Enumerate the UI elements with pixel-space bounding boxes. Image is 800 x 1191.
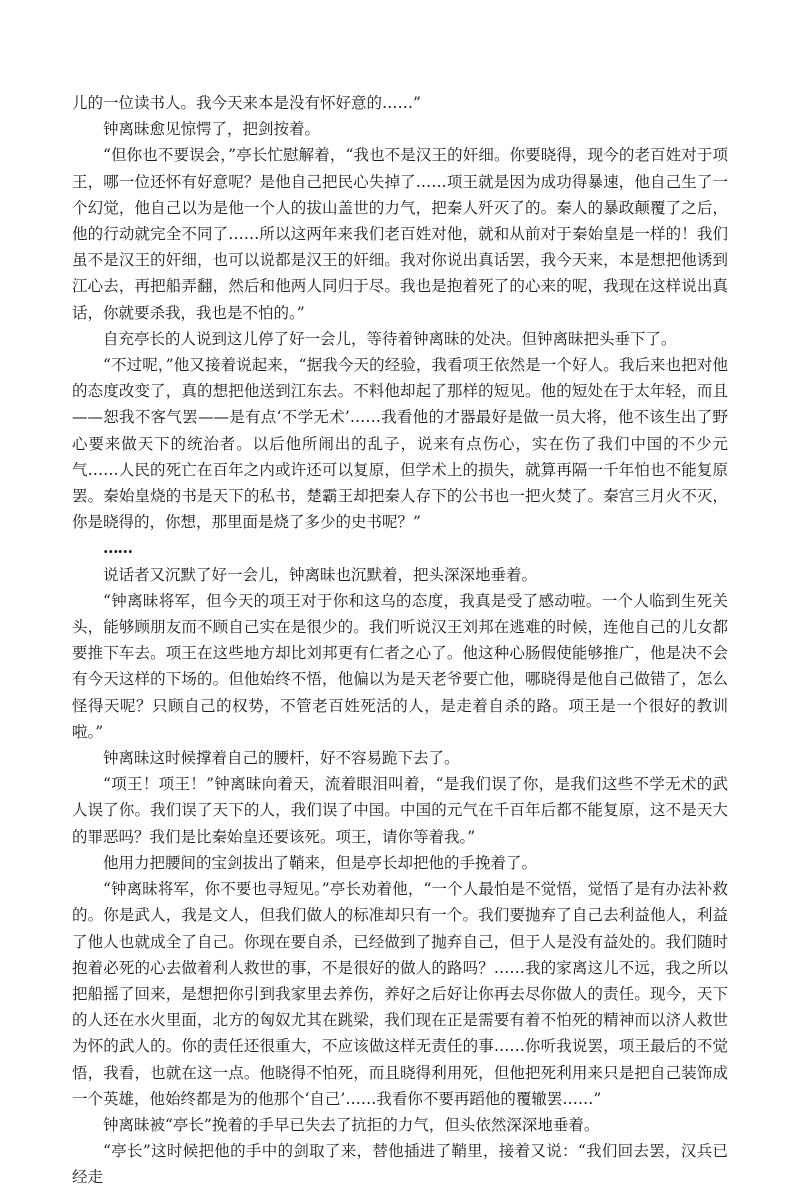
paragraph: 儿的一位读书人。我今天来本是没有怀好意的……” xyxy=(72,94,421,112)
section-break-ellipsis: …… xyxy=(103,538,132,558)
paragraph: 说话者又沉默了好一会儿，钟离昧也沉默着，把头深深地垂着。 xyxy=(103,565,538,584)
paragraph: “钟离昧将军，你不要也寻短见。”亭长劝着他，“一个人最怕是不觉悟，觉悟了是有办法补救的。你是武人，我是文人，但我们做人的标准却只有一个。我们要抛弃了自己去利益他人，利益了他人也就成全了自己。你现在要自杀，已经做到了抛弃自己，但于人是没有益处的。我们随时抱着必死的心去做着利人救世的事，不是很好的做人的路吗？……我的家离这儿不远，我之所以把船摇了回来，是想把你引到我家里去养伤，养好之后好让你再去尽你做人的责任。现今，天下的人还在水火里面，北方的匈奴尤其在跳梁，我们现在正是需要有着不怕死的精神而以济人救世为怀的武人的。你的责任还很重大，不应该做这样无责任的事……你听我说罢，项王最后的不觉悟，我看，也就在这一点。他晓得不怕死，而且晓得利用死，但他把死利用来只是把自己装饰成一个英雄，他始终都是为的他那个‘自己’……我看你不要再蹈他的覆辙罢……” xyxy=(72,880,728,1108)
paragraph: 钟离昧这时候撑着自己的腰杆，好不容易跪下去了。 xyxy=(103,749,460,768)
paragraph: 自充亭长的人说到这儿停了好一会儿，等待着钟离昧的处决。但钟离昧把头垂下了。 xyxy=(103,329,677,348)
paragraph: “钟离昧将军，但今天的项王对于你和这乌的态度，我真是受了感动啦。一个人临到生死关头，能够顾朋友而不顾自己实在是很少的。我们听说汉王刘邦在逃难的时候，连他自己的儿女都要推下车去。项王在这些地方却比刘邦更有仁者之心了。他这种心肠假使能够推广，他是决不会有今天这样的下场的。但他始终不悟，他偏以为是天老爷要亡他，哪晓得是他自己做错了，怎么怪得天呢？只顾自己的权势，不管老百姓死活的人，是走着自杀的路。项王是一个很好的教训啦。” xyxy=(72,591,728,741)
paragraph: “但你也不要误会，”亭长忙慰解着，“我也不是汉王的奸细。你要晓得，现今的老百姓对于项王，哪一位还怀有好意呢？是他自己把民心失掉了……项王就是因为成功得暴速，他自己生了一个幻觉，他自己以为是他一个人的拔山盖世的力气，把秦人歼灭了的。秦人的暴政颠覆了之后，他的行动就完全不同了……所以这两年来我们老百姓对他，就和从前对于秦始皇是一样的！我们虽不是汉王的奸细，也可以说都是汉王的奸细。我对你说出真话罢，我今天来，本是想把他诱到江心去，再把船弄翻，然后和他两人同归于尽。我也是抱着死了的心来的呢，我现在这样说出真话，你就要杀我，我也是不怕的。” xyxy=(72,146,728,322)
paragraph: 他用力把腰间的宝剑拔出了鞘来，但是亭长却把他的手挽着了。 xyxy=(103,853,538,872)
document-body xyxy=(72,90,728,1191)
paragraph: “亭长”这时候把他的手中的剑取了来，替他插进了鞘里，接着又说：“我们回去罢，汉兵已经走 xyxy=(72,1142,728,1187)
paragraph: “项王！项王！”钟离昧向着天，流着眼泪叫着，“是我们误了你，是我们这些不学无术的武人误了你。我们误了天下的人，我们误了中国。中国的元气在千百年后都不能复原，这不是天大的罪恶吗？我们是比秦始皇还要该死。项王，请你等着我。” xyxy=(72,775,728,846)
paragraph: 钟离昧愈见惊愕了，把剑按着。 xyxy=(103,120,321,139)
paragraph: 钟离昧被“亭长”挽着的手早已失去了抗拒的力气，但头依然深深地垂着。 xyxy=(103,1115,600,1134)
paragraph: “不过呢，”他又接着说起来，“据我今天的经验，我看项王依然是一个好人。我后来也把对他的态度改变了，真的想把他送到江东去。不料他却起了那样的短见。他的短处在于太年轻，而且——恕我不客气罢——是有点‘不学无术’……我看他的才器最好是做一员大将，他不该生出了野心要来做天下的统治者。以后他所闹出的乱子，说来有点伤心，实在伤了我们中国的不少元气……人民的死亡在百年之内或许还可以复原，但学术上的损失，就算再隔一千年怕也不能复原罢。秦始皇烧的书是天下的私书，楚霸王却把秦人存下的公书也一把火焚了。秦宫三月火不灭，你是晓得的，你想，那里面是烧了多少的史书呢？” xyxy=(72,356,728,532)
